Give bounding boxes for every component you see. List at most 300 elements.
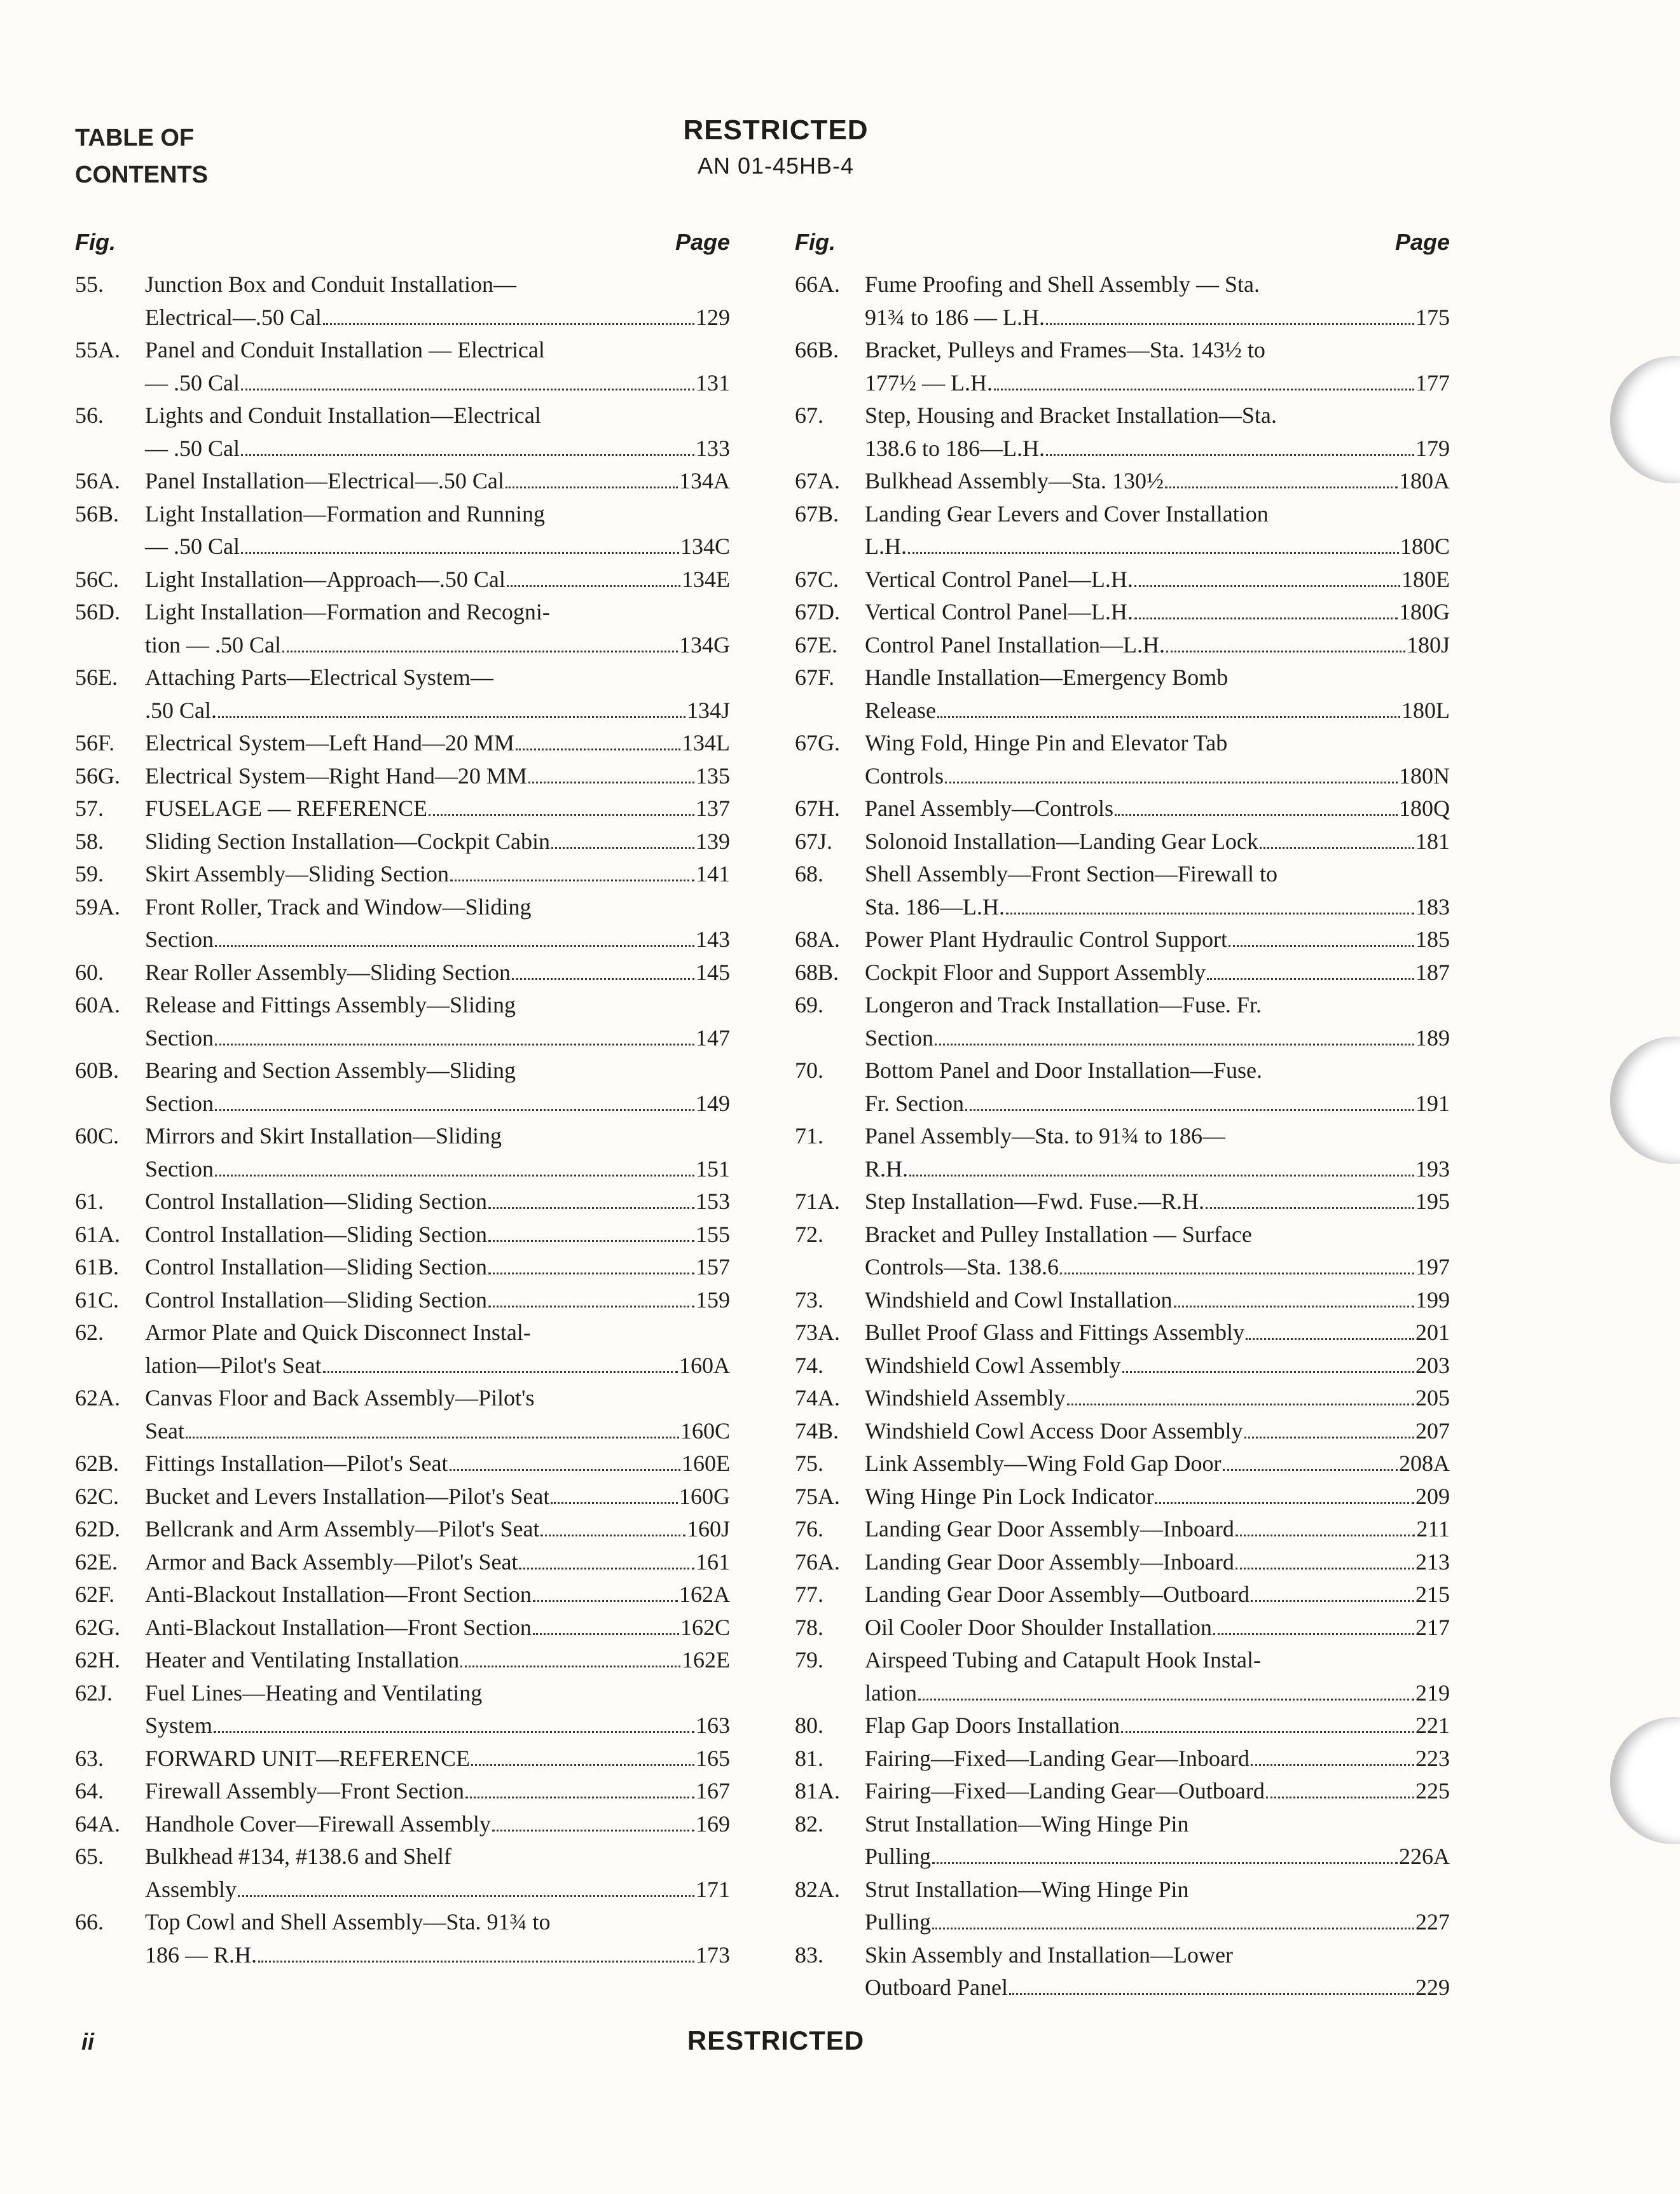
dot-leader — [488, 1252, 694, 1274]
entry-title-final-line — [145, 1415, 730, 1448]
page-ref: 211 — [1416, 1516, 1450, 1542]
page-ref: 161 — [696, 1549, 730, 1575]
entry-title-line: Bucket and Levers Installation—Pilot's Seat — [145, 1483, 550, 1509]
entry-title-final-line — [865, 1971, 1450, 2004]
page-ref: 143 — [696, 927, 730, 952]
toc-column-right — [795, 229, 1450, 2004]
page-ref: 131 — [696, 369, 730, 396]
page-ref: 207 — [1415, 1418, 1450, 1444]
page-ref: 180J — [1406, 631, 1450, 658]
page-ref: 135 — [696, 762, 730, 789]
page-ref: 137 — [696, 796, 730, 821]
entry-title-final-line — [145, 727, 730, 760]
entry-title — [865, 1709, 1450, 1742]
figure-number: 62A. — [75, 1385, 120, 1411]
entry-title — [145, 792, 730, 825]
entry-title-line: Link Assembly—Wing Fold Gap Door — [865, 1451, 1222, 1476]
entry-title — [145, 268, 730, 334]
dot-leader — [1165, 466, 1398, 488]
page-ref: 217 — [1415, 1614, 1450, 1640]
entry-title-final-line — [145, 1349, 730, 1383]
toc-entry — [795, 1644, 1450, 1709]
entry-title-final-line — [865, 891, 1450, 924]
page-ref: 193 — [1415, 1156, 1450, 1182]
page-ref: 163 — [696, 1713, 730, 1738]
dot-leader — [533, 1612, 679, 1634]
entry-title-line: Sliding Section Installation—Cockpit Cabin — [145, 828, 550, 854]
toc-entry — [795, 334, 1450, 399]
entry-title-final-line — [145, 301, 730, 335]
toc-entry — [795, 825, 1450, 859]
dot-leader — [218, 695, 685, 717]
entry-title-final-line — [145, 792, 730, 825]
entry-title-line: Flap Gap Doors Installation — [865, 1713, 1120, 1738]
entry-title-line: Windshield and Cowl Installation — [865, 1287, 1173, 1313]
toc-entry — [795, 1480, 1450, 1514]
page-ref: 147 — [696, 1025, 730, 1051]
toc-entry — [75, 1677, 730, 1742]
entry-title-final-line — [145, 367, 730, 400]
entry-title-line: L.H. — [865, 534, 907, 559]
entry-title-line: Wing Fold, Hinge Pin and Elevator Tab — [865, 730, 1228, 755]
dot-leader — [994, 368, 1414, 390]
entry-title-line: Step, Housing and Bracket Installation—Sta. — [865, 403, 1277, 428]
entry-title — [145, 1251, 730, 1284]
entry-title — [865, 1185, 1450, 1218]
dot-leader — [488, 1187, 694, 1209]
entry-title-line: Firewall Assembly—Front Section — [145, 1778, 464, 1804]
figure-number: 56G. — [75, 762, 120, 789]
entry-title — [145, 399, 730, 465]
page-ref: 199 — [1415, 1287, 1450, 1313]
dot-leader — [1174, 1285, 1415, 1307]
dot-leader — [506, 466, 678, 488]
entry-title — [865, 1808, 1450, 1873]
entry-title-final-line — [865, 1840, 1450, 1873]
page-ref: 160E — [682, 1451, 730, 1476]
page-ref: 181 — [1415, 828, 1450, 854]
figure-number: 62J. — [75, 1680, 113, 1706]
entry-title-line: Release — [865, 697, 936, 723]
page-ref: 180N — [1399, 762, 1450, 789]
entry-title-line: Panel Assembly—Controls — [865, 796, 1114, 821]
entry-title — [145, 956, 730, 990]
entry-title — [865, 1644, 1450, 1709]
dot-leader — [238, 1874, 694, 1896]
toc-entry — [795, 465, 1450, 498]
dot-leader — [471, 1743, 694, 1765]
figure-number: 61A. — [75, 1221, 120, 1247]
figure-number: 74. — [795, 1352, 823, 1378]
entry-title-line: Windshield Cowl Access Door Assembly — [865, 1418, 1243, 1444]
entry-title-final-line — [865, 1775, 1450, 1808]
dot-leader — [551, 826, 694, 848]
dot-leader — [1229, 925, 1414, 947]
entry-title-line: Light Installation—Formation and Recogni- — [145, 599, 550, 624]
page-ref: 173 — [696, 1942, 730, 1968]
entry-title-final-line — [145, 1087, 730, 1121]
figure-number: 74A. — [795, 1385, 840, 1411]
entry-title-line: Section — [145, 1025, 214, 1051]
page-ref: 159 — [696, 1287, 730, 1313]
entry-title-line: Landing Gear Door Assembly—Inboard — [865, 1549, 1234, 1575]
figure-number: 61. — [75, 1189, 104, 1214]
toc-entry — [795, 1316, 1450, 1349]
dot-leader — [214, 1711, 694, 1733]
toc-entry — [75, 792, 730, 825]
entry-title-line: Assembly — [145, 1876, 237, 1902]
entry-title-line: Fr. Section — [865, 1090, 965, 1116]
figure-number: 56D. — [75, 599, 120, 624]
dot-leader — [932, 1907, 1414, 1929]
entry-title-final-line — [865, 1480, 1450, 1514]
toc-entry — [75, 1742, 730, 1776]
page-ref: 223 — [1415, 1745, 1450, 1771]
dot-leader — [1134, 564, 1400, 586]
entry-title-final-line — [865, 923, 1450, 956]
figure-number: 62H. — [75, 1647, 120, 1673]
dot-leader — [1251, 1580, 1414, 1602]
entry-title-final-line — [145, 1808, 730, 1841]
figure-number: 67J. — [795, 828, 833, 854]
entry-title-line: Canvas Floor and Back Assembly—Pilot's — [145, 1385, 535, 1411]
entry-title-line: Control Installation—Sliding Section — [145, 1254, 487, 1280]
entry-title-line: Mirrors and Skirt Installation—Sliding — [145, 1123, 502, 1149]
toc-entry — [75, 465, 730, 498]
figure-number: 55A. — [75, 337, 120, 362]
dot-leader — [533, 1580, 678, 1602]
toc-entry — [75, 1808, 730, 1841]
figure-number: 70. — [795, 1058, 823, 1083]
entry-title — [865, 792, 1450, 825]
page-ref: 175 — [1415, 304, 1450, 330]
entry-title-final-line — [865, 1349, 1450, 1383]
dot-leader — [1134, 597, 1398, 619]
page-ref: 225 — [1415, 1778, 1450, 1804]
entry-title-final-line — [145, 1284, 730, 1317]
entry-title-final-line — [145, 1939, 730, 1972]
entry-title — [145, 563, 730, 597]
entry-title-final-line — [865, 1447, 1450, 1480]
toc-entry — [75, 1906, 730, 1971]
entry-title-final-line — [145, 1611, 730, 1645]
entry-title-line: Control Panel Installation—L.H. — [865, 631, 1165, 658]
page-ref: 180G — [1399, 599, 1450, 624]
page-ref: 145 — [696, 959, 730, 985]
entry-title-line: Junction Box and Conduit Installation— — [145, 272, 516, 297]
entry-title-line: Panel Installation—Electrical—.50 Cal — [145, 468, 504, 493]
toc-entry — [795, 989, 1450, 1054]
figure-number: 62E. — [75, 1549, 118, 1575]
entry-title — [865, 1284, 1450, 1317]
entry-title — [145, 1808, 730, 1841]
toc-entry — [795, 1284, 1450, 1317]
entry-title-line: Controls — [865, 762, 944, 789]
figure-number: 66B. — [795, 337, 839, 362]
entry-title-final-line — [865, 825, 1450, 859]
entry-title-line: Outboard Panel — [865, 1975, 1008, 2000]
page-ref: 180Q — [1399, 796, 1450, 821]
entry-title-line: lation—Pilot's Seat — [145, 1352, 322, 1378]
page-ref: 226A — [1399, 1844, 1450, 1869]
figure-number: 73. — [795, 1287, 823, 1313]
toc-entry — [75, 1840, 730, 1906]
dot-leader — [909, 1154, 1414, 1176]
figure-number: 58. — [75, 828, 104, 854]
toc-entry — [795, 268, 1450, 334]
figure-number: 60C. — [75, 1123, 120, 1149]
entry-title-line: Airspeed Tubing and Catapult Hook Instal- — [865, 1647, 1261, 1673]
page-ref: 141 — [696, 861, 730, 887]
dot-leader — [460, 1645, 680, 1667]
entry-title-line: 186 — R.H. — [145, 1942, 258, 1968]
entry-title-line: Step Installation—Fwd. Fuse.—R.H. — [865, 1189, 1205, 1214]
entry-title-final-line — [865, 1546, 1450, 1579]
toc-entry — [75, 1120, 730, 1185]
page-ref: 203 — [1415, 1352, 1450, 1378]
entry-title-final-line — [865, 1251, 1450, 1284]
binder-hole — [1610, 1717, 1680, 1844]
toc-entry — [795, 1349, 1450, 1383]
page-ref: 215 — [1415, 1582, 1450, 1607]
page-ref: 134A — [679, 468, 730, 493]
entry-title — [865, 858, 1450, 923]
dot-leader — [241, 433, 694, 455]
entry-title-final-line — [865, 1709, 1450, 1742]
figure-number: 68B. — [795, 959, 839, 985]
entry-title-line: Vertical Control Panel—L.H. — [865, 599, 1133, 624]
entry-title — [145, 1185, 730, 1218]
entry-title-line: 91¾ to 186 — L.H. — [865, 304, 1045, 330]
toc-entry — [75, 334, 730, 399]
page-ref: 227 — [1415, 1909, 1450, 1935]
toc-entry — [75, 989, 730, 1054]
entry-title-line: Electrical System—Left Hand—20 MM — [145, 730, 514, 755]
dot-leader — [512, 957, 694, 979]
entry-title-line: Fairing—Fixed—Landing Gear—Outboard — [865, 1778, 1265, 1804]
figure-number: 62B. — [75, 1451, 120, 1476]
figure-number: 67A. — [795, 468, 840, 493]
figure-number: 64A. — [75, 1811, 120, 1837]
entry-title — [865, 1382, 1450, 1415]
toc-entry — [795, 923, 1450, 956]
figure-number: 56F. — [75, 730, 115, 755]
toc-entry — [75, 825, 730, 859]
entry-title-line: Wing Hinge Pin Lock Indicator — [865, 1483, 1154, 1509]
toc-entry — [795, 1546, 1450, 1579]
figure-number: 68A. — [795, 927, 840, 952]
toc-entry — [75, 760, 730, 793]
dot-leader — [1213, 1612, 1414, 1634]
page-ref: 191 — [1415, 1090, 1450, 1116]
entry-title-final-line — [145, 1742, 730, 1776]
entry-title — [865, 1939, 1450, 2004]
entry-title-final-line — [145, 1153, 730, 1186]
entry-title-final-line — [145, 1480, 730, 1514]
dot-leader — [241, 368, 694, 390]
figure-number: 71. — [795, 1123, 823, 1149]
figure-number: 60B. — [75, 1058, 120, 1083]
entry-title — [145, 1578, 730, 1611]
entry-title — [145, 465, 730, 498]
entry-title-line: Top Cowl and Shell Assembly—Sta. 91¾ to — [145, 1909, 551, 1935]
entry-title-final-line — [865, 1185, 1450, 1218]
dot-leader — [450, 1449, 680, 1471]
toc-entry — [75, 1644, 730, 1677]
entry-title-line: Windshield Cowl Assembly — [865, 1352, 1121, 1378]
entry-title-final-line — [865, 956, 1450, 990]
figure-number: 56C. — [75, 566, 120, 592]
entry-title-line: Longeron and Track Installation—Fuse. Fr. — [865, 992, 1262, 1018]
entry-title-final-line — [145, 1873, 730, 1907]
entry-title-final-line — [865, 465, 1450, 498]
page-ref: 171 — [696, 1876, 730, 1902]
figure-number: 56E. — [75, 665, 118, 690]
dot-leader — [1121, 1711, 1414, 1733]
page-number: ii — [81, 2029, 95, 2055]
figure-number: 67. — [795, 403, 823, 428]
column-header — [75, 229, 730, 263]
figure-number: 67F. — [795, 665, 835, 690]
entry-title-line: Section — [865, 1025, 933, 1051]
entry-title-final-line — [145, 760, 730, 793]
figure-number: 80. — [795, 1713, 823, 1738]
page-ref: 155 — [696, 1221, 730, 1247]
page-ref: 162E — [682, 1647, 730, 1673]
dot-leader — [488, 1285, 694, 1307]
entry-title-line: Landing Gear Levers and Cover Installation — [865, 500, 1269, 527]
entry-title-line: Landing Gear Door Assembly—Outboard — [865, 1582, 1250, 1607]
toc-entries — [795, 268, 1450, 2004]
page-ref: 162C — [680, 1614, 730, 1640]
entry-title-line: Landing Gear Door Assembly—Inboard — [865, 1516, 1234, 1542]
entry-title — [865, 1742, 1450, 1776]
dot-leader — [429, 794, 694, 816]
entry-title-line: Anti-Blackout Installation—Front Section — [145, 1582, 532, 1607]
figure-number: 60A. — [75, 992, 120, 1018]
toc-entry — [795, 1513, 1450, 1546]
entry-title-line: Light Installation—Formation and Running — [145, 500, 545, 527]
figure-number: 68. — [795, 861, 823, 887]
figure-number: 61C. — [75, 1287, 120, 1313]
entry-title — [145, 1316, 730, 1382]
entry-title — [865, 498, 1450, 563]
entry-title-final-line — [145, 956, 730, 990]
entry-title-final-line — [145, 1513, 730, 1546]
entry-title-line: Electrical—.50 Cal — [145, 304, 322, 330]
page-ref: 162A — [679, 1582, 730, 1607]
entry-title — [865, 989, 1450, 1054]
entry-title-final-line — [865, 760, 1450, 793]
dot-leader — [965, 1088, 1414, 1110]
entry-title-line: .50 Cal. — [145, 697, 217, 723]
entry-title-line: Solonoid Installation—Landing Gear Lock — [865, 828, 1258, 854]
toc-entry — [795, 858, 1450, 923]
dot-leader — [1206, 1187, 1414, 1209]
entry-title — [865, 563, 1450, 597]
entry-title-line: Bracket, Pulleys and Frames—Sta. 143½ to — [865, 337, 1265, 362]
entry-title — [145, 334, 730, 399]
entry-title — [865, 399, 1450, 465]
entry-title-line: Sta. 186—L.H. — [865, 893, 1005, 920]
entry-title — [145, 1611, 730, 1645]
figure-number: 82. — [795, 1811, 823, 1837]
entry-title-line: Bulkhead Assembly—Sta. 130½ — [865, 468, 1164, 493]
toc-entry — [75, 498, 730, 563]
entry-title-line: Bullet Proof Glass and Fittings Assembly — [865, 1320, 1245, 1345]
toc-entry — [795, 629, 1450, 662]
page-ref: 187 — [1415, 959, 1450, 985]
toc-entry — [75, 1611, 730, 1645]
entry-title-final-line — [145, 923, 730, 956]
figure-number: 64. — [75, 1778, 104, 1804]
entry-title-line: Fuel Lines—Heating and Ventilating — [145, 1680, 483, 1706]
entry-title — [865, 465, 1450, 498]
page-ref: 229 — [1415, 1975, 1450, 2000]
page-ref: 201 — [1415, 1320, 1450, 1345]
entry-title-line: Fittings Installation—Pilot's Seat — [145, 1451, 448, 1476]
figure-number: 56. — [75, 403, 104, 428]
toc-entry — [795, 956, 1450, 990]
dot-leader — [258, 1940, 694, 1962]
entry-title-line: Strut Installation—Wing Hinge Pin — [865, 1876, 1189, 1902]
entry-title — [865, 1349, 1450, 1383]
figure-number: 65. — [75, 1844, 104, 1869]
dot-leader — [1155, 1481, 1414, 1503]
entry-title — [865, 956, 1450, 990]
dot-leader — [935, 1023, 1414, 1045]
toc-entry — [795, 1775, 1450, 1808]
entry-title — [145, 1120, 730, 1185]
toc-entry — [795, 1185, 1450, 1218]
figure-number: 62. — [75, 1320, 104, 1345]
dot-leader — [1166, 630, 1405, 652]
entry-title-line: Control Installation—Sliding Section — [145, 1189, 487, 1214]
entry-title-final-line — [145, 1185, 730, 1218]
entry-title — [865, 727, 1450, 792]
toc-entry — [795, 1611, 1450, 1645]
figure-number: 75A. — [795, 1483, 840, 1509]
figure-number: 74B. — [795, 1418, 839, 1444]
toc-entry — [75, 1382, 730, 1447]
figure-number: 83. — [795, 1942, 823, 1968]
entry-title — [865, 334, 1450, 399]
entry-title-line: Strut Installation—Wing Hinge Pin — [865, 1811, 1189, 1837]
entry-title-final-line — [145, 432, 730, 466]
section-label-line1: TABLE OF — [75, 125, 195, 151]
page-ref: 149 — [696, 1090, 730, 1116]
dot-leader — [1046, 302, 1414, 324]
entry-title-line: Skirt Assembly—Sliding Section — [145, 861, 450, 887]
entry-title-line: Handhole Cover—Firewall Assembly — [145, 1811, 491, 1837]
page-ref: 160A — [679, 1352, 730, 1378]
page-ref: 134G — [679, 631, 730, 658]
figure-number: 59. — [75, 861, 104, 887]
entry-title-line: Bottom Panel and Door Installation—Fuse. — [865, 1058, 1262, 1083]
toc-entry — [75, 596, 730, 661]
page-label: Page — [675, 229, 730, 255]
entry-title-line: Release and Fittings Assembly—Sliding — [145, 992, 516, 1018]
figure-number: 67H. — [795, 796, 840, 821]
entry-title-final-line — [145, 858, 730, 891]
entry-title-line: Oil Cooler Door Shoulder Installation — [865, 1614, 1212, 1640]
dot-leader — [937, 695, 1400, 717]
dot-leader — [1223, 1449, 1398, 1471]
dot-leader — [1236, 1514, 1415, 1536]
page-ref: 185 — [1415, 927, 1450, 952]
dot-leader — [323, 302, 694, 324]
dot-leader — [215, 1088, 694, 1110]
